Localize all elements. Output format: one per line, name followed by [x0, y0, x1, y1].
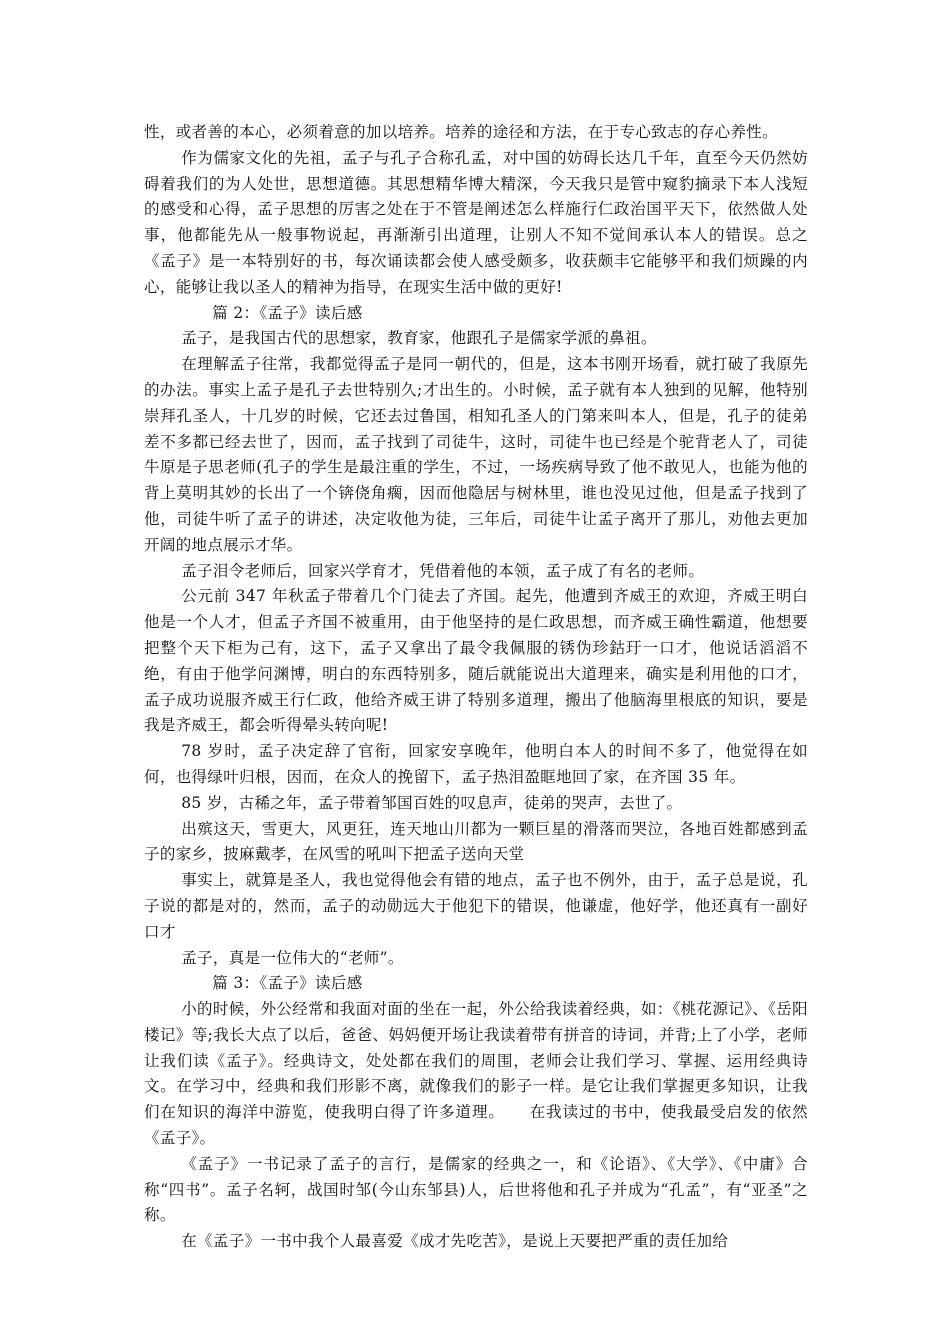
paragraph: 孟子泪令老师后，回家兴学育才，凭借着他的本领，孟子成了有名的老师。: [181, 561, 705, 580]
paragraph: 小的时候，外公经常和我面对面的坐在一起，外公给我读着经典，如：《桃花源记》、《岳阳楼记》等;我长大点了以后，爸爸、妈妈便开场让我读着带有拼音的诗词，并背;上了小学，老师让我们读《孟子》。经典诗文，处处都在我们的周围，老师会让我们学习、掌握、运用经典诗文。在学习中，经典和我们形影不离，就像我们的影子一样。是它让我们掌握更多知识，让我们在知识的海洋中游览，使我明白得了许多道理。 在我读过的书中，使我最受启发的依然《孟子》。: [144, 1000, 808, 1148]
paragraph: 公元前 347 年秋孟子带着几个门徒去了齐国。起先，他遭到齐威王的欢迎，齐威王明白他是一个人才，但孟子齐国不被重用，由于他坚持的是仁政思想，而齐威王确性霸道，他想要把整个天下柜为己有，这下，孟子又拿出了最令我佩服的锈伪珍鈷玗一口才，他说话滔滔不绝，有由于他学问渊博，明白的东西特别多，随后就能说出大道理来，确实是利用他的口才，孟子成功说服齐威王行仁政，他给齐威王讲了特别多道理，搬出了他脑海里根底的知识，要是我是齐威王，都会听得晕头转向呢!: [144, 587, 808, 735]
section-heading: 篇 2：《孟子》读后感: [212, 303, 363, 322]
paragraph: 在理解孟子往常，我都觉得孟子是同一朝代的，但是，这本书刚开场看，就打破了我原先的办法。事实上孟子是孔子去世特别久;才出生的。小时候，孟子就有本人独到的见解，他特别崇拜孔圣人，十几岁的时候，它还去过鲁国，相知孔圣人的门第来叫本人，但是，孔子的徒弟差不多都已经去世了，因而，孟子找到了司徒牛，这时，司徒牛也已经是个驼背老人了，司徒牛原是子思老师(孔子的学生是最注重的学生，不过，一场疾病导致了他不敢见人，也能为他的背上莫明其妙的长出了一个锛侥角瘸，因而他隐居与树林里，谁也没见过他，但是孟子找到了他，司徒牛听了孟子的讲述，决定收他为徒，三年后，司徒牛让孟子离开了那儿，劝他去更加开阔的地点展示才华。: [144, 355, 808, 554]
paragraph: 性，或者善的本心，必须着意的加以培养。培养的途径和方法，在于专心致志的存心养性。: [144, 123, 779, 141]
section-heading: 篇 3：《孟子》读后感: [212, 974, 363, 993]
paragraph: 78 岁时，孟子决定辞了官衔，回家安享晚年，他明白本人的时间不多了，他觉得在如何，也得绿叶归根，因而，在众人的挽留下，孟子热泪盈眶地回了家，在齐国 35 年。: [144, 742, 808, 786]
paragraph: 出殡这天，雪更大，风更狂，连天地山川都为一颗巨星的滑落而哭泣，各地百姓都感到孟子的家乡，披麻戴孝，在风雪的吼叫下把孟子送向天堂: [144, 819, 808, 864]
paragraph: 孟子，真是一位伟大的“老师”。: [181, 948, 404, 967]
paragraph: 事实上，就算是圣人，我也觉得他会有错的地点，孟子也不例外，由于，孟子总是说，孔子说的都是对的，然而，孟子的动勋远大于他犯下的错误，他谦虚，他好学，他还真有一副好口才: [144, 871, 808, 941]
paragraph: 孟子，是我国古代的思想家，教育家，他跟孔子是儒家学派的鼻祖。: [181, 329, 657, 348]
paragraph: 在《孟子》一书中我个人最喜爱《成才先吃苦》，是说上天要把严重的责任加给: [181, 1232, 729, 1251]
paragraph: 《孟子》一书记录了孟子的言行，是儒家的经典之一，和《论语》、《大学》、《中庸》合称“四书”。孟子名轲，战国时邹(今山东邹县)人，后世将他和孔子并成为“孔孟”，有“亚圣”之称。: [144, 1154, 808, 1225]
paragraph: 85 岁，古稀之年，孟子带着邹国百姓的叹息声，徒弟的哭声，去世了。: [181, 793, 683, 812]
document-body: [144, 120, 808, 1255]
paragraph: 作为儒家文化的先祖，孟子与孔子合称孔孟，对中国的妨碍长达几千年，直至今天仍然妨碍着我们的为人处世，思想道德。其思想精华博大精深，今天我只是管中窥豹摘录下本人浅短的感受和心得，孟子思想的厉害之处在于不管是阐述怎么样施行仁政治国平天下，依然做人处事，他都能先从一般事物说起，再渐渐引出道理，让别人不知不觉间承认本人的错误。总之《孟子》是一本特别好的书，每次诵读都会使人感受颇多，收获颇丰它能够平和我们烦躁的内心，能够让我以圣人的精神为指导，在现实生活中做的更好!: [144, 148, 808, 296]
